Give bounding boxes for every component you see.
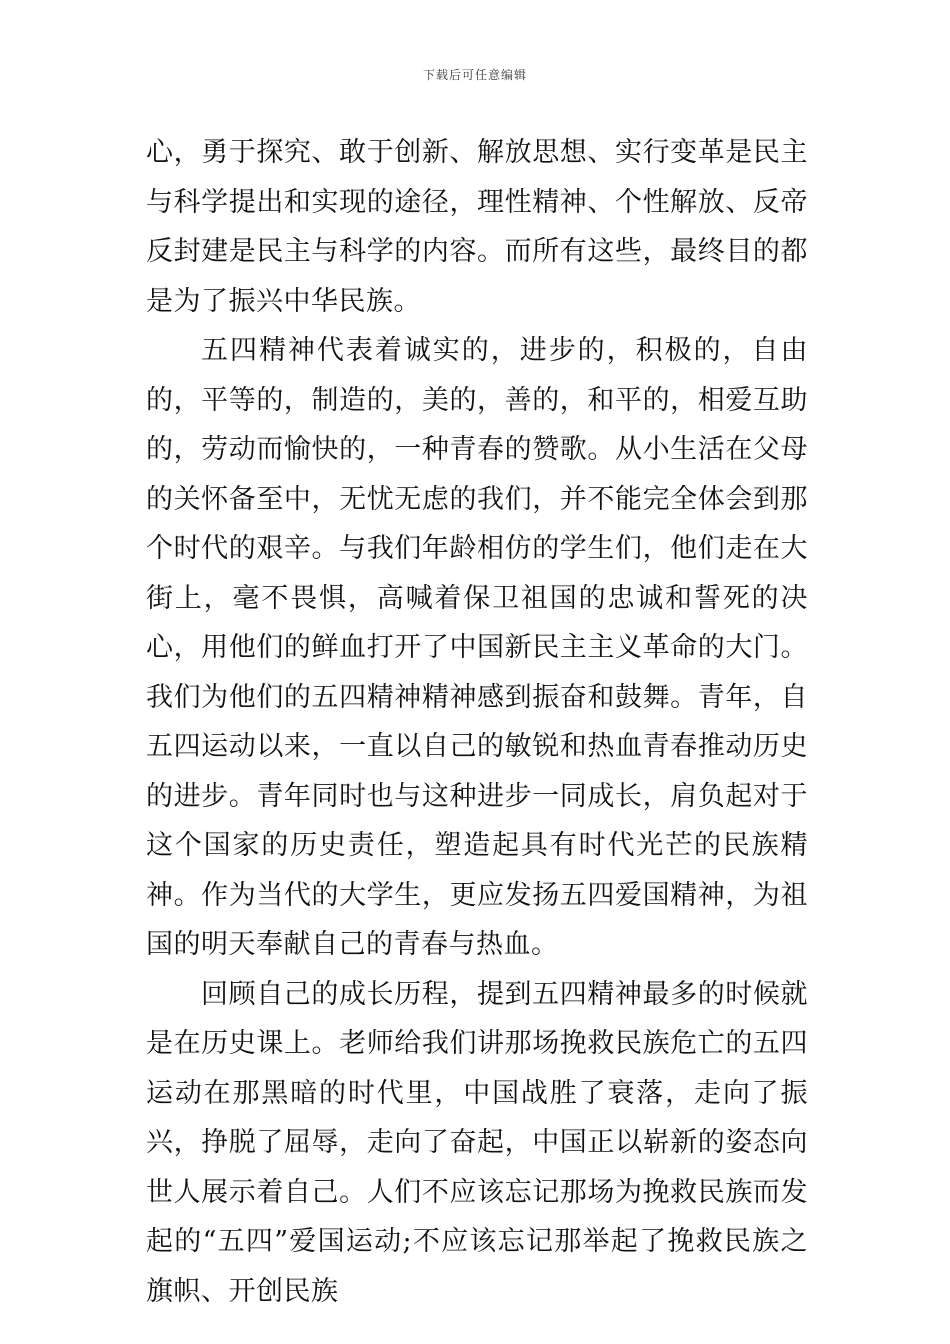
paragraph-2: 五四精神代表着诚实的，进步的，积极的，自由的，平等的，制造的，美的，善的，和平的，相爱互助的，劳动而愉快的，一种青春的赞歌。从小生活在父母的关怀备至中，无忧无虑的我们，并不能完全体会到那个时代的艰辛。与我们年龄相仿的学生们，他们走在大街上，毫不畏惧，高喊着保卫祖国的忠诚和誓死的决心，用他们的鲜血打开了中国新民主主义革命的大门。我们为他们的五四精神精神感到振奋和鼓舞。青年，自五四运动以来，一直以自己的敏锐和热血青春推动历史的进步。青年同时也与这种进步一同成长，肩负起对于这个国家的历史责任，塑造起具有时代光芒的民族精神。作为当代的大学生，更应发扬五四爱国精神，为祖国的明天奉献自己的青春与热血。 bbox=[146, 335, 808, 960]
page-header: 下载后可任意编辑 bbox=[422, 68, 527, 82]
paragraph-3: 回顾自己的成长历程，提到五四精神最多的时候就是在历史课上。老师给我们讲那场挽救民族危亡的五四运动在那黑暗的时代里，中国战胜了衰落，走向了振兴，挣脱了屈辱，走向了奋起，中国正以崭新的姿态向世人展示着自己。人们不应该忘记那场为挽救民族而发起的“五四”爱国运动;不应该忘记那举起了挽救民族之旗帜、开创民族 bbox=[146, 978, 808, 1307]
document-body bbox=[146, 128, 808, 1316]
paragraph-1: 心，勇于探究、敢于创新、解放思想、实行变革是民主与科学提出和实现的途径，理性精神、个性解放、反帝反封建是民主与科学的内容。而所有这些，最终目的都是为了振兴中华民族。 bbox=[146, 137, 808, 317]
